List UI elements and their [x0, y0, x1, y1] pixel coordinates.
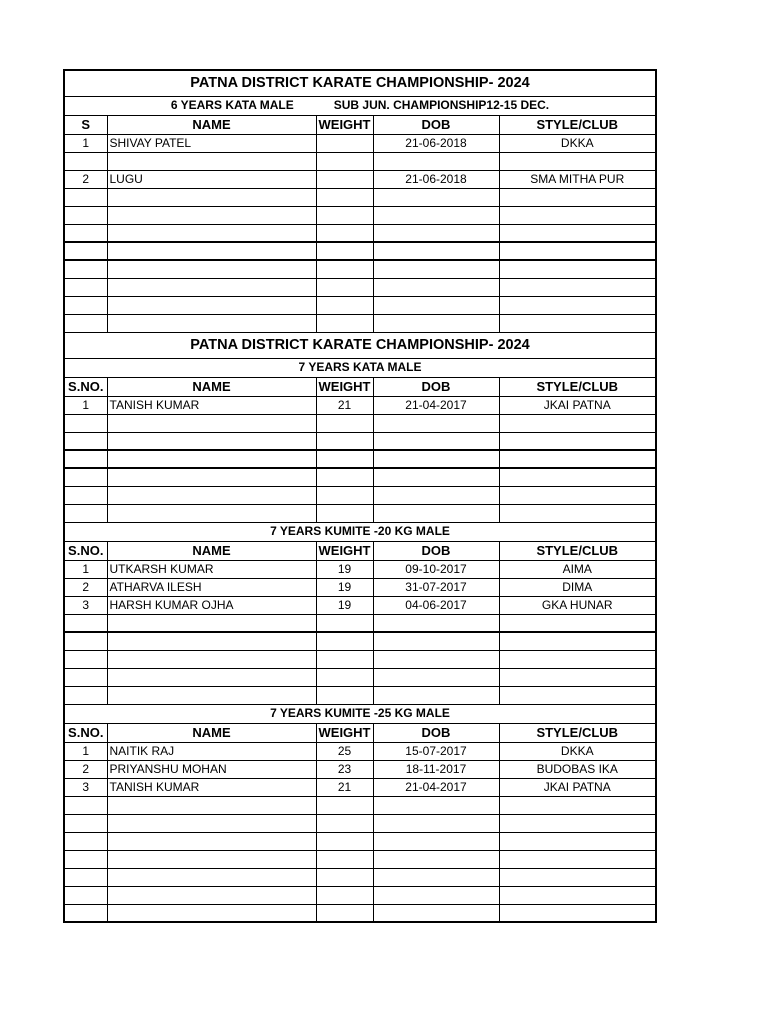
cell-dob: [373, 242, 499, 260]
category-row: [64, 358, 656, 377]
cell-club: [499, 904, 656, 922]
cell-dob: [373, 796, 499, 814]
cell-weight: [316, 188, 373, 206]
cell-club: DKKA: [499, 742, 656, 760]
cell-name: [107, 468, 316, 486]
cell-dob: [373, 450, 499, 468]
cell-club: [499, 188, 656, 206]
cell-sno: 2: [64, 170, 107, 188]
table-row: [64, 596, 656, 614]
cell-club: JKAI PATNA: [499, 778, 656, 796]
cell-club: [499, 850, 656, 868]
cell-dob: [373, 832, 499, 850]
cell-weight: 19: [316, 578, 373, 596]
table-row: [64, 486, 656, 504]
table-row: [64, 206, 656, 224]
cell-name: [107, 278, 316, 296]
cell-name: UTKARSH KUMAR: [107, 560, 316, 578]
cell-club: [499, 632, 656, 650]
cell-club: AIMA: [499, 560, 656, 578]
cell-dob: [373, 432, 499, 450]
table-row: [64, 832, 656, 850]
cell-club: DIMA: [499, 578, 656, 596]
cell-name: TANISH KUMAR: [107, 396, 316, 414]
cell-club: [499, 504, 656, 522]
cell-name: NAITIK RAJ: [107, 742, 316, 760]
cell-name: LUGU: [107, 170, 316, 188]
cell-weight: [316, 468, 373, 486]
cell-dob: [373, 632, 499, 650]
cell-name: [107, 450, 316, 468]
table-row: [64, 450, 656, 468]
cell-club: [499, 886, 656, 904]
column-header-row: [64, 723, 656, 742]
cell-sno: [64, 832, 107, 850]
cell-name: [107, 260, 316, 278]
category-row: [64, 522, 656, 541]
championship-dates: SUB JUN. CHAMPIONSHIP12-15 DEC.: [333, 98, 550, 112]
cell-name: [107, 904, 316, 922]
cell-weight: 19: [316, 596, 373, 614]
cell-dob: 04-06-2017: [373, 596, 499, 614]
cell-sno: [64, 504, 107, 522]
cell-club: DKKA: [499, 134, 656, 152]
cell-dob: [373, 188, 499, 206]
cell-club: [499, 314, 656, 332]
cell-sno: [64, 152, 107, 170]
cell-weight: [316, 850, 373, 868]
cell-club: [499, 260, 656, 278]
cell-dob: [373, 224, 499, 242]
column-header-weight: WEIGHT: [316, 541, 373, 560]
table-row: [64, 560, 656, 578]
cell-dob: 21-04-2017: [373, 396, 499, 414]
table-row: [64, 224, 656, 242]
cell-club: [499, 686, 656, 704]
championship-title: PATNA DISTRICT KARATE CHAMPIONSHIP- 2024: [64, 70, 656, 96]
cell-sno: [64, 450, 107, 468]
cell-weight: [316, 650, 373, 668]
column-header-dob: DOB: [373, 723, 499, 742]
column-header-name: NAME: [107, 377, 316, 396]
cell-dob: 21-06-2018: [373, 170, 499, 188]
cell-name: HARSH KUMAR OJHA: [107, 596, 316, 614]
entry-table: [63, 69, 657, 923]
column-header-club: STYLE/CLUB: [499, 723, 656, 742]
cell-sno: [64, 814, 107, 832]
cell-sno: [64, 486, 107, 504]
cell-sno: 3: [64, 778, 107, 796]
cell-club: [499, 614, 656, 632]
column-header-row: [64, 377, 656, 396]
cell-name: [107, 650, 316, 668]
table-row: [64, 296, 656, 314]
cell-club: [499, 432, 656, 450]
category-row: [64, 704, 656, 723]
table-row: [64, 614, 656, 632]
cell-dob: [373, 260, 499, 278]
category-title: 7 YEARS KATA MALE: [64, 358, 656, 377]
cell-sno: [64, 188, 107, 206]
table-row: [64, 814, 656, 832]
cell-club: [499, 206, 656, 224]
cell-weight: [316, 814, 373, 832]
column-header-sno: S.NO.: [64, 723, 107, 742]
cell-sno: [64, 868, 107, 886]
column-header-weight: WEIGHT: [316, 377, 373, 396]
cell-weight: 19: [316, 560, 373, 578]
table-row: [64, 742, 656, 760]
cell-sno: [64, 686, 107, 704]
cell-weight: [316, 486, 373, 504]
cell-name: [107, 206, 316, 224]
cell-name: [107, 796, 316, 814]
column-header-row: [64, 115, 656, 134]
cell-weight: [316, 686, 373, 704]
cell-name: [107, 886, 316, 904]
category-title: [64, 96, 656, 115]
cell-name: TANISH KUMAR: [107, 778, 316, 796]
cell-name: [107, 242, 316, 260]
cell-club: JKAI PATNA: [499, 396, 656, 414]
cell-dob: [373, 886, 499, 904]
category-title: 7 YEARS KUMITE -20 KG MALE: [64, 522, 656, 541]
cell-dob: [373, 504, 499, 522]
cell-sno: 1: [64, 396, 107, 414]
cell-name: [107, 850, 316, 868]
cell-dob: 31-07-2017: [373, 578, 499, 596]
cell-club: [499, 152, 656, 170]
cell-weight: [316, 904, 373, 922]
table-row: [64, 650, 656, 668]
cell-club: [499, 296, 656, 314]
cell-weight: 21: [316, 778, 373, 796]
cell-club: [499, 668, 656, 686]
column-header-dob: DOB: [373, 377, 499, 396]
cell-weight: [316, 206, 373, 224]
cell-name: [107, 614, 316, 632]
cell-name: [107, 504, 316, 522]
table-row: [64, 468, 656, 486]
cell-sno: 1: [64, 134, 107, 152]
cell-sno: 1: [64, 742, 107, 760]
cell-name: PRIYANSHU MOHAN: [107, 760, 316, 778]
cell-name: [107, 668, 316, 686]
column-header-sno: S.NO.: [64, 377, 107, 396]
cell-sno: [64, 224, 107, 242]
section-title-row: [64, 332, 656, 358]
cell-weight: [316, 504, 373, 522]
cell-weight: [316, 242, 373, 260]
table-row: [64, 778, 656, 796]
cell-sno: [64, 242, 107, 260]
cell-name: [107, 188, 316, 206]
column-header-sno: S.NO.: [64, 541, 107, 560]
cell-weight: [316, 668, 373, 686]
cell-dob: 21-06-2018: [373, 134, 499, 152]
cell-dob: [373, 650, 499, 668]
cell-weight: [316, 134, 373, 152]
cell-name: [107, 486, 316, 504]
cell-dob: [373, 468, 499, 486]
cell-dob: [373, 904, 499, 922]
cell-dob: 15-07-2017: [373, 742, 499, 760]
table-row: [64, 850, 656, 868]
cell-sno: [64, 632, 107, 650]
table-row: [64, 432, 656, 450]
cell-sno: 2: [64, 578, 107, 596]
cell-dob: [373, 152, 499, 170]
cell-name: [107, 152, 316, 170]
table-row: [64, 278, 656, 296]
cell-club: [499, 650, 656, 668]
cell-sno: [64, 432, 107, 450]
cell-sno: [64, 850, 107, 868]
cell-sno: [64, 468, 107, 486]
table-row: [64, 314, 656, 332]
column-header-club: STYLE/CLUB: [499, 541, 656, 560]
cell-dob: [373, 614, 499, 632]
cell-weight: 25: [316, 742, 373, 760]
cell-dob: [373, 668, 499, 686]
table-row: [64, 396, 656, 414]
cell-sno: [64, 904, 107, 922]
cell-weight: [316, 314, 373, 332]
cell-sno: [64, 260, 107, 278]
column-header-sno: S: [64, 115, 107, 134]
cell-sno: [64, 206, 107, 224]
column-header-weight: WEIGHT: [316, 115, 373, 134]
cell-weight: [316, 450, 373, 468]
cell-weight: [316, 296, 373, 314]
table-row: [64, 504, 656, 522]
cell-sno: 1: [64, 560, 107, 578]
cell-club: BUDOBAS IKA: [499, 760, 656, 778]
championship-title: PATNA DISTRICT KARATE CHAMPIONSHIP- 2024: [64, 332, 656, 358]
cell-sno: [64, 668, 107, 686]
cell-weight: [316, 432, 373, 450]
cell-dob: [373, 314, 499, 332]
section-title-row: [64, 70, 656, 96]
cell-weight: [316, 260, 373, 278]
cell-club: [499, 224, 656, 242]
cell-name: [107, 432, 316, 450]
cell-club: GKA HUNAR: [499, 596, 656, 614]
cell-name: [107, 632, 316, 650]
cell-dob: [373, 868, 499, 886]
column-header-dob: DOB: [373, 541, 499, 560]
cell-weight: [316, 796, 373, 814]
table-row: [64, 414, 656, 432]
column-header-weight: WEIGHT: [316, 723, 373, 742]
column-header-name: NAME: [107, 115, 316, 134]
cell-dob: [373, 296, 499, 314]
cell-weight: [316, 278, 373, 296]
cell-dob: [373, 850, 499, 868]
cell-weight: [316, 224, 373, 242]
cell-club: [499, 414, 656, 432]
cell-dob: [373, 278, 499, 296]
cell-sno: [64, 796, 107, 814]
column-header-club: STYLE/CLUB: [499, 115, 656, 134]
cell-weight: [316, 832, 373, 850]
cell-sno: [64, 886, 107, 904]
cell-dob: [373, 486, 499, 504]
cell-name: [107, 868, 316, 886]
table-row: [64, 760, 656, 778]
cell-name: [107, 686, 316, 704]
cell-weight: [316, 152, 373, 170]
table-row: [64, 886, 656, 904]
table-row: [64, 796, 656, 814]
cell-club: [499, 242, 656, 260]
cell-dob: 18-11-2017: [373, 760, 499, 778]
cell-club: SMA MITHA PUR: [499, 170, 656, 188]
column-header-dob: DOB: [373, 115, 499, 134]
table-row: [64, 686, 656, 704]
cell-club: [499, 814, 656, 832]
column-header-name: NAME: [107, 541, 316, 560]
cell-dob: 09-10-2017: [373, 560, 499, 578]
cell-name: [107, 224, 316, 242]
column-header-club: STYLE/CLUB: [499, 377, 656, 396]
cell-weight: 21: [316, 396, 373, 414]
table-row: [64, 134, 656, 152]
cell-club: [499, 278, 656, 296]
cell-sno: 2: [64, 760, 107, 778]
cell-club: [499, 868, 656, 886]
cell-club: [499, 468, 656, 486]
table-row: [64, 668, 656, 686]
cell-dob: 21-04-2017: [373, 778, 499, 796]
cell-sno: [64, 296, 107, 314]
cell-weight: [316, 614, 373, 632]
cell-name: ATHARVA ILESH: [107, 578, 316, 596]
cell-sno: [64, 650, 107, 668]
table-row: [64, 578, 656, 596]
cell-weight: [316, 886, 373, 904]
table-row: [64, 260, 656, 278]
table-row: [64, 170, 656, 188]
cell-dob: [373, 414, 499, 432]
cell-weight: [316, 170, 373, 188]
column-header-row: [64, 541, 656, 560]
cell-dob: [373, 206, 499, 224]
category-label: 6 YEARS KATA MALE: [170, 98, 294, 112]
table-row: [64, 152, 656, 170]
cell-weight: [316, 868, 373, 886]
cell-weight: [316, 632, 373, 650]
cell-club: [499, 796, 656, 814]
table-row: [64, 904, 656, 922]
table-row: [64, 868, 656, 886]
table-row: [64, 632, 656, 650]
cell-name: [107, 414, 316, 432]
cell-name: [107, 814, 316, 832]
cell-club: [499, 486, 656, 504]
category-row: [64, 96, 656, 115]
cell-weight: 23: [316, 760, 373, 778]
column-header-name: NAME: [107, 723, 316, 742]
cell-dob: [373, 814, 499, 832]
cell-sno: 3: [64, 596, 107, 614]
category-title: 7 YEARS KUMITE -25 KG MALE: [64, 704, 656, 723]
table-row: [64, 188, 656, 206]
cell-sno: [64, 414, 107, 432]
cell-sno: [64, 278, 107, 296]
cell-sno: [64, 614, 107, 632]
cell-weight: [316, 414, 373, 432]
cell-name: [107, 296, 316, 314]
entry-sheet: [63, 69, 657, 923]
cell-name: [107, 314, 316, 332]
cell-club: [499, 832, 656, 850]
cell-dob: [373, 686, 499, 704]
table-row: [64, 242, 656, 260]
cell-sno: [64, 314, 107, 332]
cell-club: [499, 450, 656, 468]
cell-name: [107, 832, 316, 850]
cell-name: SHIVAY PATEL: [107, 134, 316, 152]
